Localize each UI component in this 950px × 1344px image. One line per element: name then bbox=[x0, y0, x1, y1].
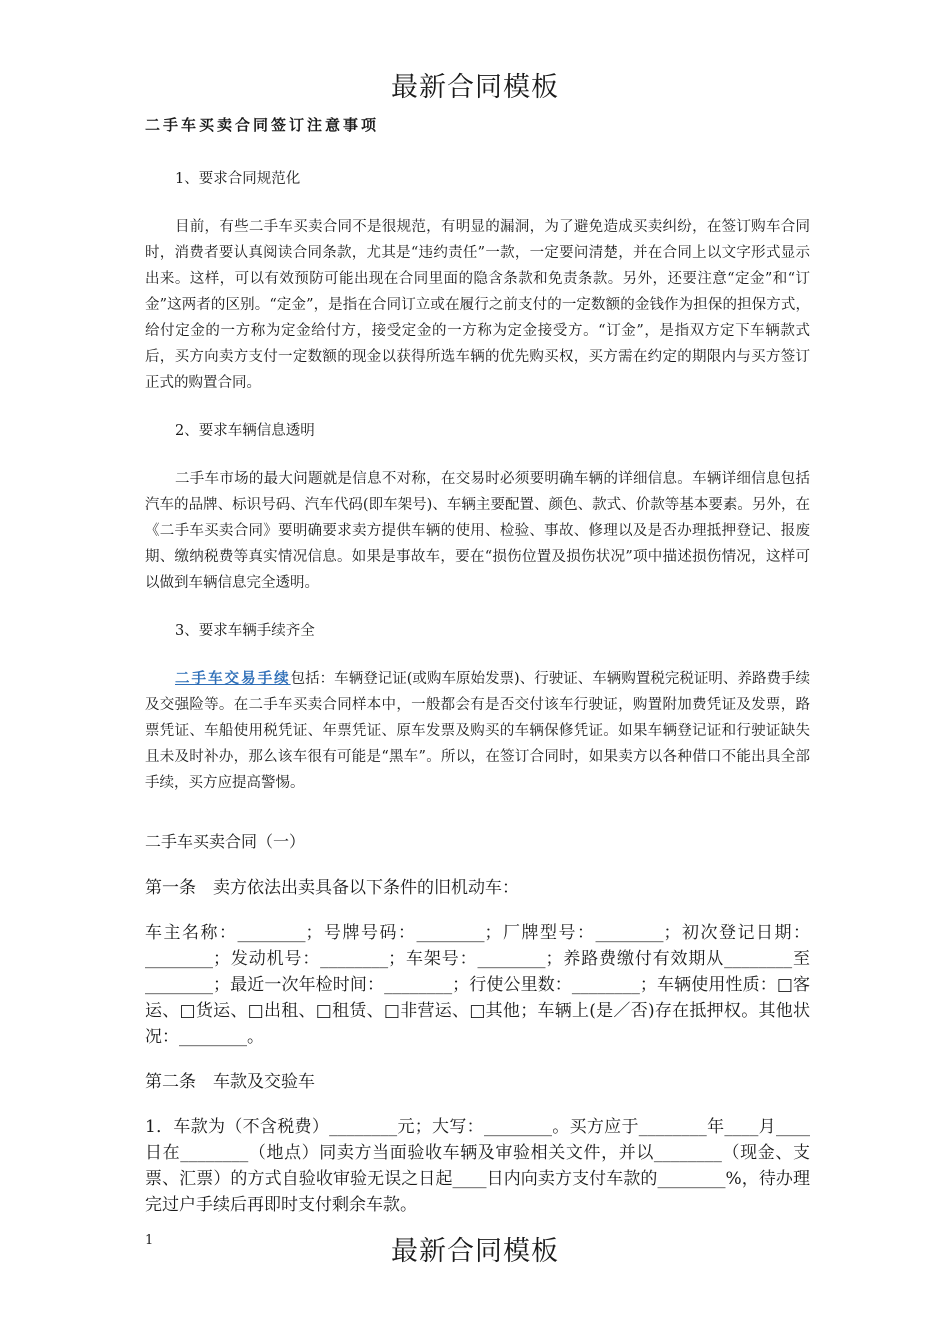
page-number: 1 bbox=[145, 1233, 154, 1248]
contract-title: 二手车买卖合同（一） bbox=[145, 832, 306, 851]
section-heading-3: 3、要求车辆手续齐全 bbox=[175, 623, 315, 639]
notice-title: 二手车买卖合同签订注意事项 bbox=[145, 116, 380, 134]
page-footer-title: 最新合同模板 bbox=[391, 1236, 559, 1267]
article-2-body: 1．车款为（不含税费）________元；大写：________。买方应于________年____月____日在________（地点）同卖方当面验收车辆及审验相关文件，并以________（现金、支票、汇票）的方式自验收审验无误之日起____日内向卖方支付车款的________%，待办理完过户手续后再即时支付剩余车款。 bbox=[145, 1117, 810, 1215]
page-header-title: 最新合同模板 bbox=[391, 72, 559, 103]
section-heading-1: 1、要求合同规范化 bbox=[175, 171, 301, 187]
article-1-title: 第一条 卖方依法出卖具备以下条件的旧机动车： bbox=[145, 878, 519, 898]
used-car-procedures-link[interactable]: 二手车交易手续 bbox=[175, 670, 291, 687]
section-heading-2: 2、要求车辆信息透明 bbox=[175, 423, 315, 439]
section-body-1: 目前，有些二手车买卖合同不是很规范，有明显的漏洞，为了避免造成买卖纠纷，在签订购车合同时，消费者要认真阅读合同条款，尤其是“违约责任”一款，一定要问清楚，并在合同上以文字形式显示出来。这样，可以有效预防可能出现在合同里面的隐含条款和免责条款。另外，还要注意“定金”和“订金”这两者的区别。“定金”，是指在合同订立或在履行之前支付的一定数额的金钱作为担保的担保方式，给付定金的一方称为定金给付方，接受定金的一方称为定金接受方。“订金”，是指双方定下车辆款式后，买方向卖方支付一定数额的现金以获得所选车辆的优先购买权，买方需在约定的期限内与买方签订正式的购置合同。 bbox=[145, 219, 810, 391]
section-body-3 bbox=[145, 666, 810, 796]
article-2-title: 第二条 车款及交验车 bbox=[145, 1072, 315, 1092]
section-body-3-text: 包括：车辆登记证(或购车原始发票)、行驶证、车辆购置税完税证明、养路费手续及交强险等。在二手车买卖合同样本中，一般都会有是否交付该车行驶证，购置附加费凭证及发票，路票凭证、车船使用税凭证、年票凭证、原车发票及购买的车辆保修凭证。如果车辆登记证和行驶证缺失且未及时补办，那么该车很有可能是“黑车”。所以，在签订合同时，如果卖方以各种借口不能出具全部手续，买方应提高警惕。 bbox=[145, 671, 811, 791]
section-body-2: 二手车市场的最大问题就是信息不对称，在交易时必须要明确车辆的详细信息。车辆详细信息包括汽车的品牌、标识号码、汽车代码(即车架号)、车辆主要配置、颜色、款式、价款等基本要素。另外，在《二手车买卖合同》要明确要求卖方提供车辆的使用、检验、事故、修理以及是否办理抵押登记、报废期、缴纳税费等真实情况信息。如果是事故车，要在“损伤位置及损伤状况”项中描述损伤情况，这样可以做到车辆信息完全透明。 bbox=[145, 471, 810, 591]
document-body bbox=[145, 112, 810, 1236]
article-1-body: 车主名称：________；号牌号码：________；厂牌型号：________；初次登记日期：________；发动机号：________；车架号：________；养路费缴付有效期从________至________；最近一次年检时间：________；行使公里数：________；车辆使用性质：□客运、□货运、□出租、□租赁、□非营运、□其他；车辆上(是／否)存在抵押权。其他状况：________。 bbox=[145, 923, 810, 1047]
